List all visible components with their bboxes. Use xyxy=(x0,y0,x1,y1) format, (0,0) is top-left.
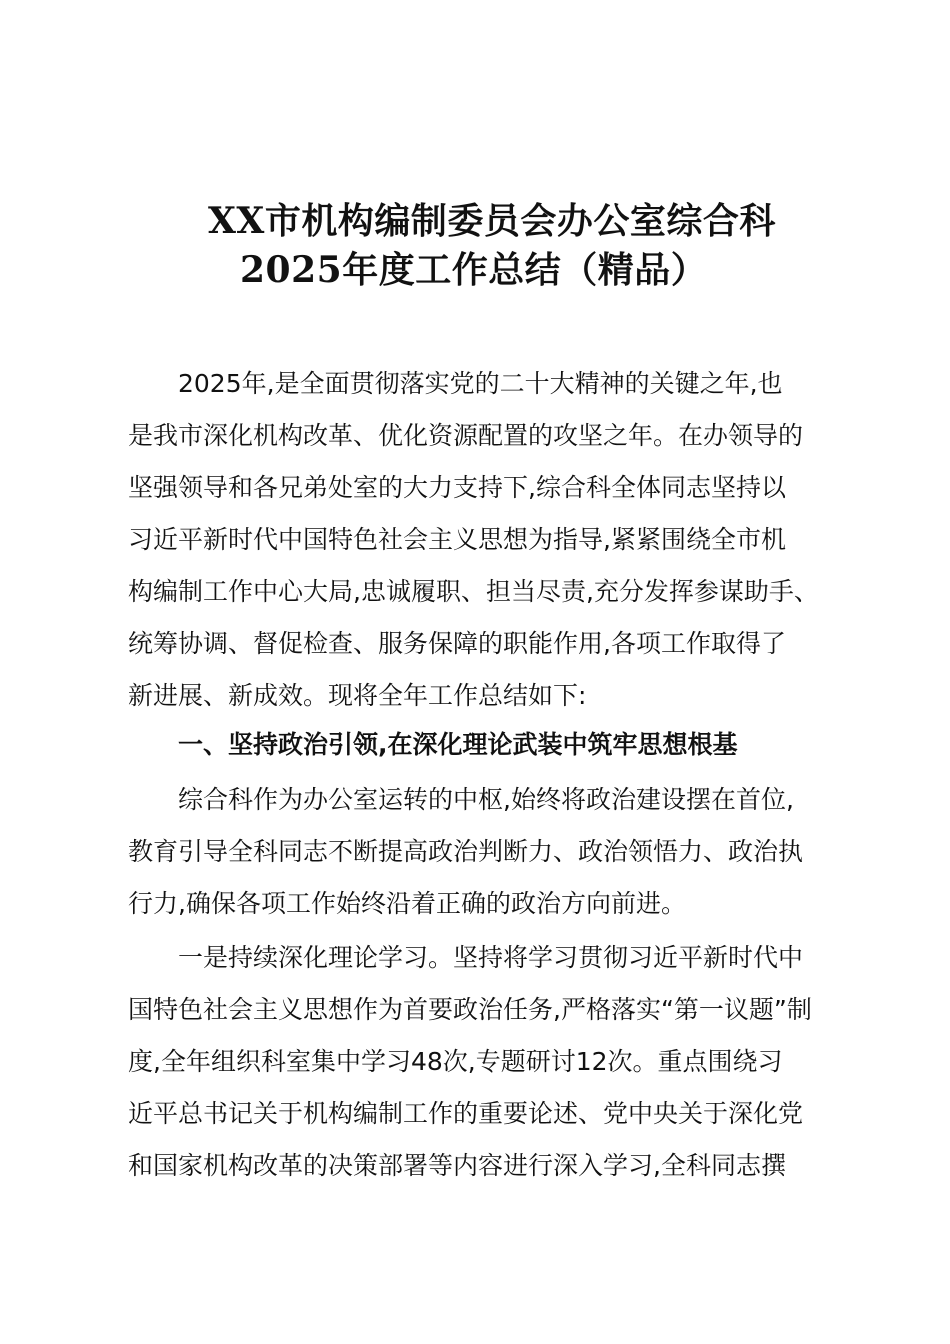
intro-line: 2025年,是全面贯彻落实党的二十大精神的关键之年,也 xyxy=(178,369,783,398)
point-paragraph-line: 和国家机构改革的决策部署等内容进行深入学习,全科同志撰 xyxy=(128,1151,786,1180)
intro-line: 构编制工作中心大局,忠诚履职、担当尽责,充分发挥参谋助手、 xyxy=(128,577,819,606)
intro-line: 坚强领导和各兄弟处室的大力支持下,综合科全体同志坚持以 xyxy=(128,473,786,502)
section-paragraph-line: 综合科作为办公室运转的中枢,始终将政治建设摆在首位, xyxy=(178,785,794,814)
point-paragraph-line: 近平总书记关于机构编制工作的重要论述、党中央关于深化党 xyxy=(128,1099,804,1128)
section-paragraph-line: 教育引导全科同志不断提高政治判断力、政治领悟力、政治执 xyxy=(128,837,804,866)
document-title-line-2: 2025年度工作总结（精品） xyxy=(240,249,708,291)
section-paragraph-line: 行力,确保各项工作始终沿着正确的政治方向前进。 xyxy=(128,889,686,918)
intro-line: 新进展、新成效。现将全年工作总结如下: xyxy=(128,681,587,710)
intro-line: 是我市深化机构改革、优化资源配置的攻坚之年。在办领导的 xyxy=(128,421,804,450)
section-heading: 一、坚持政治引领,在深化理论武装中筑牢思想根基 xyxy=(178,730,738,759)
intro-line: 统筹协调、督促检查、服务保障的职能作用,各项工作取得了 xyxy=(128,629,786,658)
point-paragraph-line: 一是持续深化理论学习。坚持将学习贯彻习近平新时代中 xyxy=(178,943,804,972)
point-paragraph-line: 国特色社会主义思想作为首要政治任务,严格落实“第一议题”制 xyxy=(128,995,812,1024)
point-paragraph-line: 度,全年组织科室集中学习48次,专题研讨12次。重点围绕习 xyxy=(128,1047,783,1076)
intro-line: 习近平新时代中国特色社会主义思想为指导,紧紧围绕全市机 xyxy=(128,525,786,554)
document-title-line-1: XX市机构编制委员会办公室综合科 xyxy=(208,200,776,242)
